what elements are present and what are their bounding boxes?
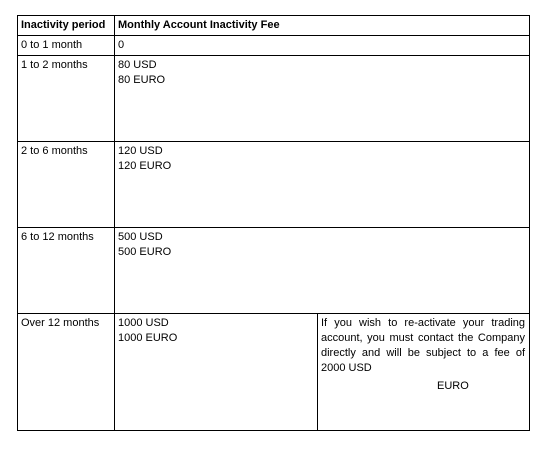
period-cell: 6 to 12 months <box>18 228 115 314</box>
fee-cell <box>115 56 530 142</box>
reactivation-note-text: If you wish to re-activate your trading account, you must contact the Company directly and will be subject to a fee of 2000 USD <box>321 317 525 374</box>
fee-line-euro: 120 EURO <box>118 160 172 172</box>
header-inactivity-period: Inactivity period <box>18 16 115 36</box>
inactivity-fee-table <box>17 15 530 431</box>
fee-line-usd: 1000 USD <box>118 317 169 329</box>
table-row <box>18 228 530 314</box>
fee-line: 0 <box>118 39 125 51</box>
header-monthly-fee: Monthly Account Inactivity Fee <box>115 16 530 36</box>
table-row <box>18 142 530 228</box>
reactivation-note-cell <box>318 314 530 431</box>
table-row <box>18 36 530 56</box>
period-cell: 0 to 1 month <box>18 36 115 56</box>
fee-cell <box>115 314 318 431</box>
table-row <box>18 314 530 431</box>
reactivation-note-euro: EURO <box>437 380 469 392</box>
period-cell: 1 to 2 months <box>18 56 115 142</box>
fee-line-euro: 80 EURO <box>118 74 166 86</box>
fee-line-euro: 1000 EURO <box>118 332 178 344</box>
period-cell: Over 12 months <box>18 314 115 431</box>
fee-line-euro: 500 EURO <box>118 246 172 258</box>
fee-line-usd: 120 USD <box>118 145 163 157</box>
fee-cell <box>115 228 530 314</box>
fee-line-usd: 80 USD <box>118 59 157 71</box>
fee-cell <box>115 142 530 228</box>
fee-cell <box>115 36 530 56</box>
period-cell: 2 to 6 months <box>18 142 115 228</box>
fee-line-usd: 500 USD <box>118 231 163 243</box>
table-header-row <box>18 16 530 36</box>
table-row <box>18 56 530 142</box>
